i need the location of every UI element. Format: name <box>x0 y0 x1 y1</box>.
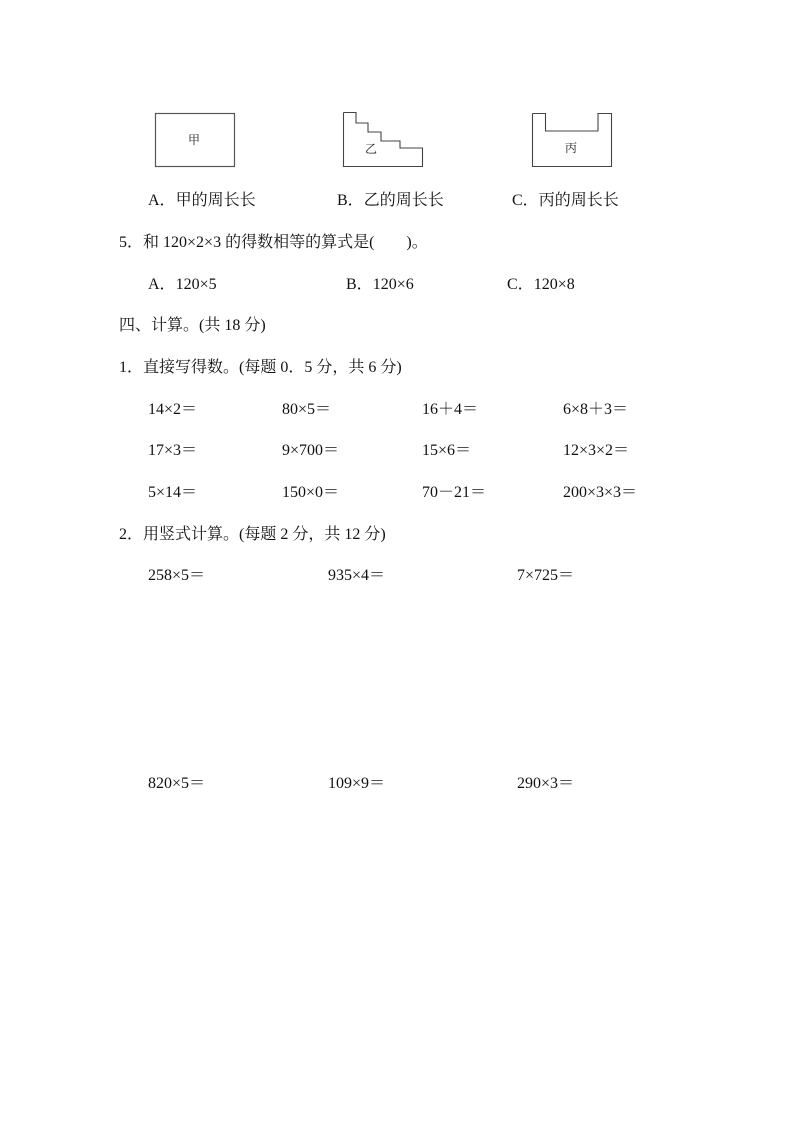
figure-bing <box>532 113 612 167</box>
mental-math-item: 17×3＝ <box>148 442 198 459</box>
mental-math-item: 9×700＝ <box>282 442 340 459</box>
mental-math-item: 80×5＝ <box>282 401 332 418</box>
mental-math-item: 15×6＝ <box>422 442 472 459</box>
option-text: 120×5 <box>175 276 217 293</box>
option-letter: A． <box>148 276 176 293</box>
option-letter: B． <box>337 192 364 209</box>
q4-option-b[interactable] <box>337 191 444 211</box>
q4-option-a[interactable] <box>148 191 256 211</box>
staircase-shape-icon <box>343 112 423 167</box>
q5-option-b[interactable] <box>346 275 414 295</box>
figure-jia <box>155 113 235 167</box>
option-letter: C． <box>507 276 534 293</box>
mental-math-item: 150×0＝ <box>282 484 340 501</box>
question-text: 和 120×2×3 的得数相等的算式是( )。 <box>143 234 428 251</box>
figure-label-jia: 甲 <box>188 133 201 147</box>
question-number: 5． <box>119 234 144 251</box>
option-text: 丙的周长长 <box>538 192 619 209</box>
option-text: 甲的周长长 <box>175 192 256 209</box>
figure-label-yi: 乙 <box>365 142 378 156</box>
mental-math-item: 12×3×2＝ <box>563 442 630 459</box>
vertical-calc-item: 109×9＝ <box>328 775 386 792</box>
section-title: 四、计算。(共 18 分) <box>119 317 266 334</box>
vertical-calc-item: 7×725＝ <box>517 567 575 584</box>
q5-option-a[interactable] <box>148 275 217 295</box>
figure-yi <box>343 112 423 167</box>
q5-option-c[interactable] <box>507 275 575 295</box>
vertical-calc-item: 258×5＝ <box>148 567 206 584</box>
q4-option-c[interactable] <box>512 191 619 211</box>
vertical-calc-item: 290×3＝ <box>517 775 575 792</box>
mental-math-item: 70－21＝ <box>422 484 487 501</box>
part1-title: 1．直接写得数。(每题 0．5 分，共 6 分) <box>119 359 402 376</box>
part2-title: 2．用竖式计算。(每题 2 分，共 12 分) <box>119 526 386 543</box>
option-letter: C． <box>512 192 539 209</box>
option-text: 120×8 <box>533 276 575 293</box>
option-letter: B． <box>346 276 373 293</box>
option-letter: A． <box>148 192 176 209</box>
option-text: 乙的周长长 <box>363 192 444 209</box>
notched-rectangle-shape-icon <box>532 113 612 167</box>
mental-math-item: 16＋4＝ <box>422 401 479 418</box>
figure-label-bing: 丙 <box>565 141 578 155</box>
question-5 <box>119 233 428 253</box>
mental-math-item: 14×2＝ <box>148 401 198 418</box>
mental-math-item: 5×14＝ <box>148 484 198 501</box>
option-text: 120×6 <box>372 276 414 293</box>
mental-math-item: 6×8＋3＝ <box>563 401 629 418</box>
mental-math-item: 200×3×3＝ <box>563 484 638 501</box>
vertical-calc-item: 820×5＝ <box>148 775 206 792</box>
vertical-calc-item: 935×4＝ <box>328 567 386 584</box>
